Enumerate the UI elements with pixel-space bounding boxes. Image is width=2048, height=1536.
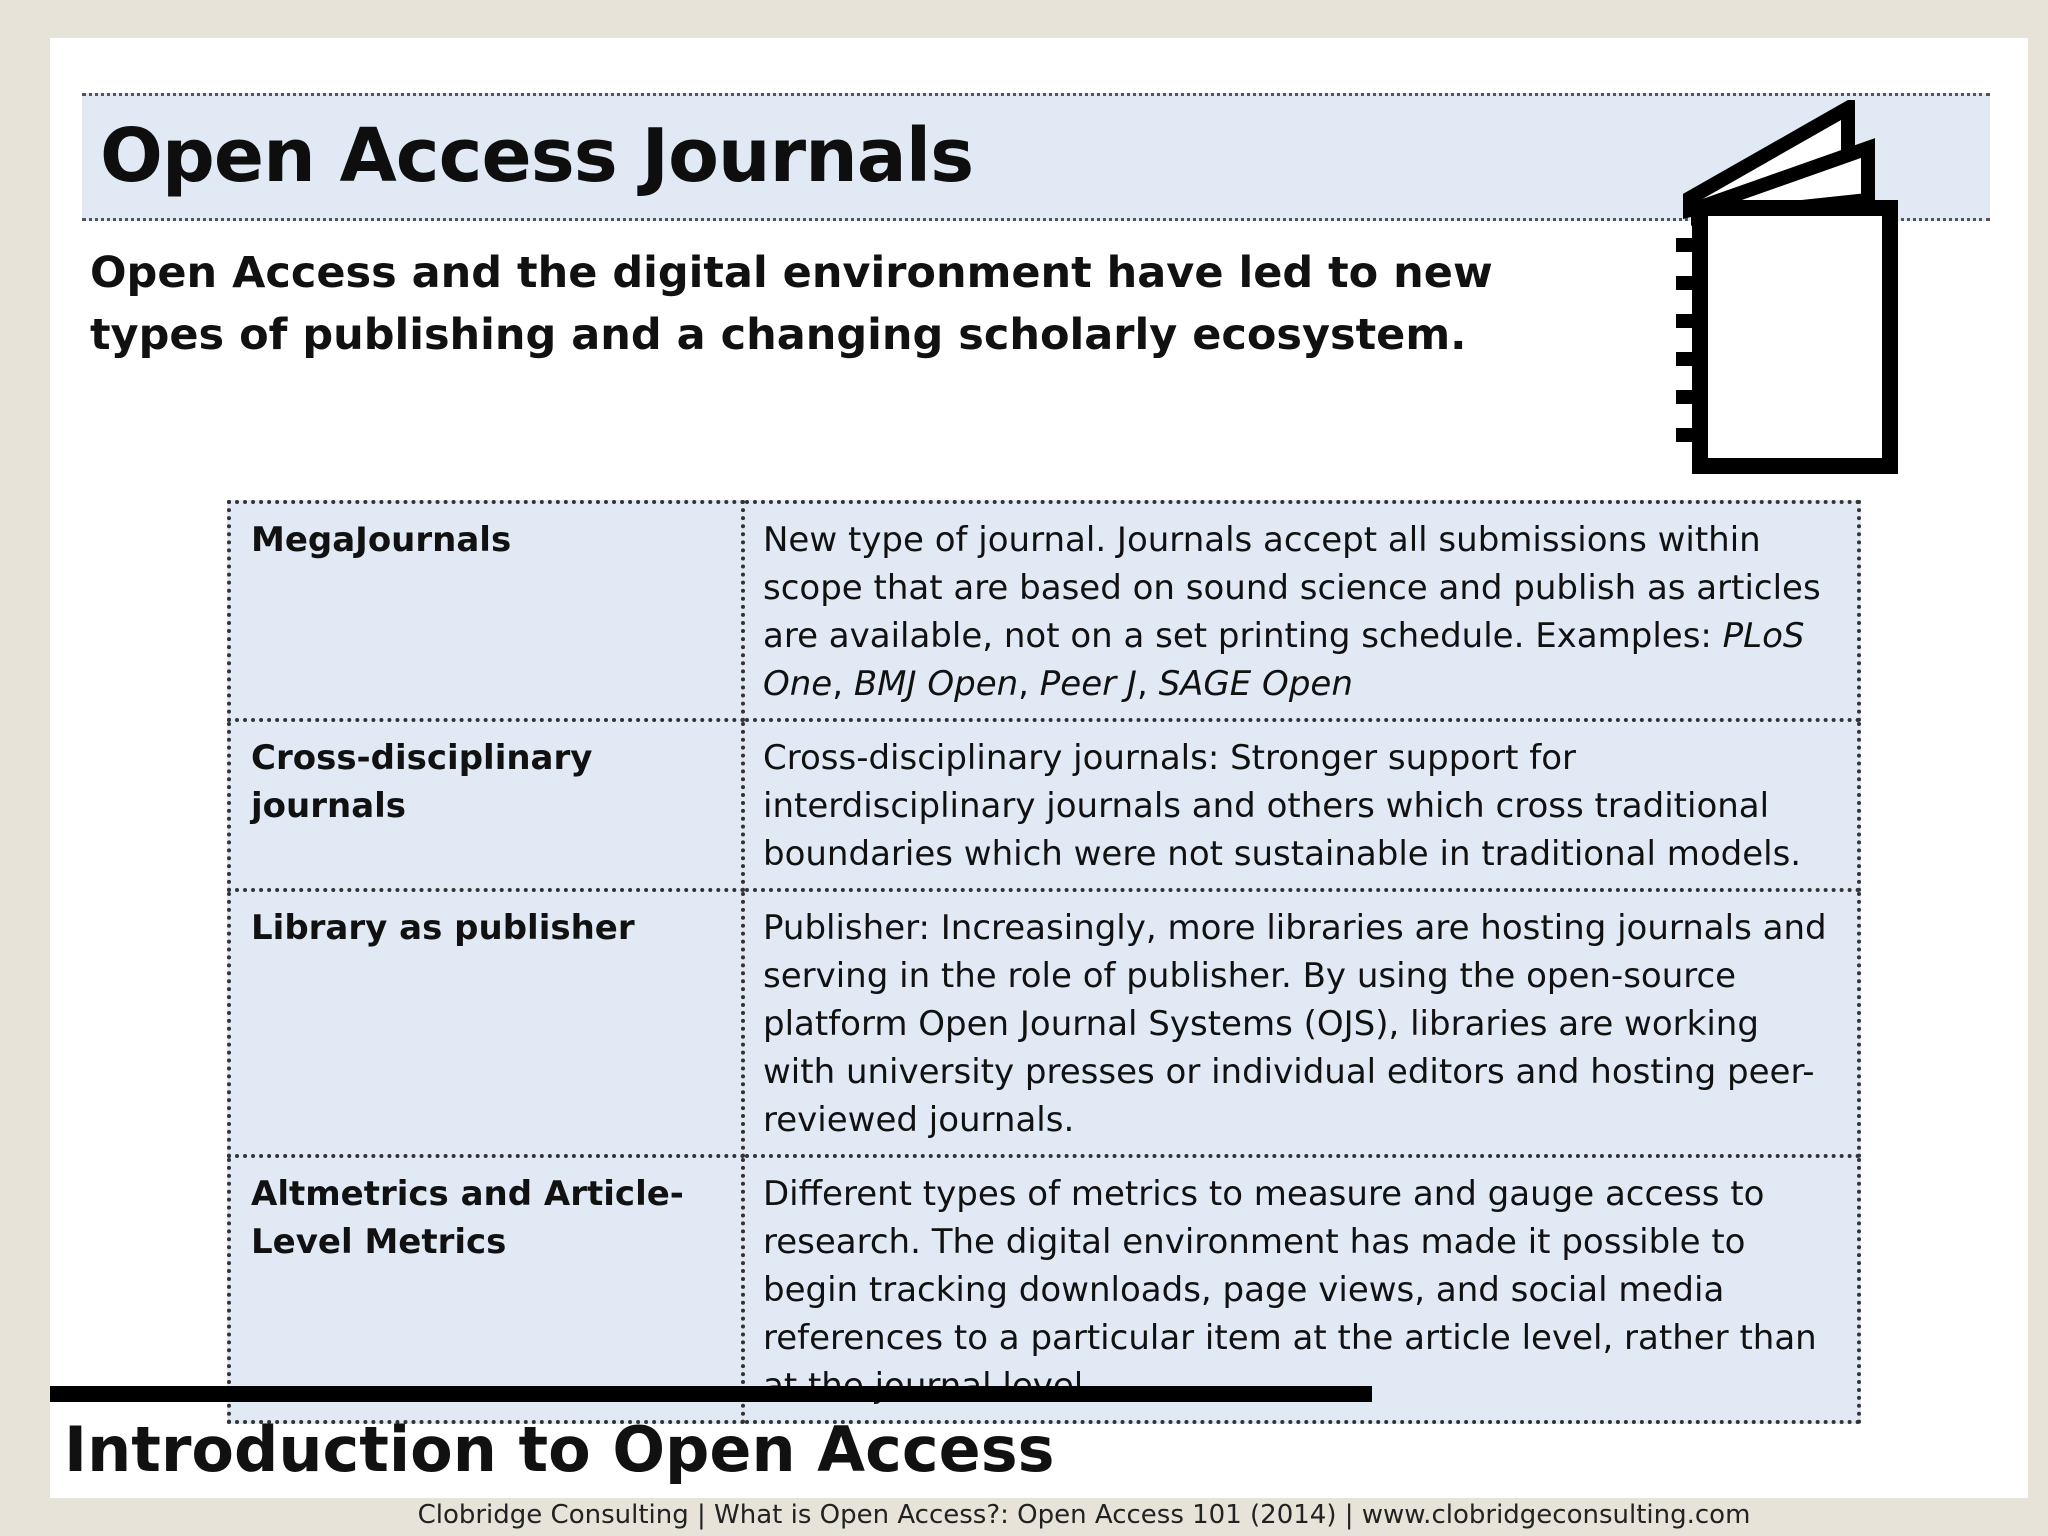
table-term-cell: Altmetrics and Article-Level Metrics <box>229 1156 743 1422</box>
credit-line <box>0 1497 2048 1533</box>
table-description-cell <box>743 1156 1859 1422</box>
example-journal-name: Peer J <box>1039 664 1137 704</box>
description-text: Cross-disciplinary journals: Stronger support for interdisciplinary journals and others which cross traditional boundaries which were not sustainable in traditional models. <box>763 738 1802 874</box>
description-text: , <box>1136 664 1159 704</box>
description-text: , <box>832 664 854 704</box>
description-text: Publisher: Increasingly, more libraries are hosting journals and serving in the role of publisher. By using the open-source platform Open Journal Systems (OJS), libraries are working with university presses or individual editors and hosting peer-reviewed journals. <box>763 908 1827 1140</box>
footer-title: Introduction to Open Access <box>64 1413 1055 1486</box>
binding-tab <box>1676 428 1702 442</box>
table-description-cell <box>743 890 1859 1156</box>
book-cover <box>1700 208 1890 466</box>
page-title: Open Access Journals <box>100 113 974 199</box>
journal-types-table <box>227 500 1861 1424</box>
example-journal-name: PLoS One <box>763 616 1805 704</box>
table-term-cell: MegaJournals <box>229 502 743 720</box>
table-term-cell: Cross-disciplinary journals <box>229 720 743 890</box>
table-row <box>229 720 1859 890</box>
book-icon <box>1668 100 1908 480</box>
table-description-cell <box>743 720 1859 890</box>
example-journal-name: BMJ Open <box>853 664 1019 704</box>
binding-tab <box>1676 314 1702 328</box>
description-text: , <box>1018 664 1040 704</box>
example-journal-name: SAGE Open <box>1158 664 1353 704</box>
description-text: Different types of metrics to measure and gauge access to research. The digital environment has made it possible to begin tracking downloads, page views, and social media references to a particular item at the article level, rather than <box>763 1174 1817 1358</box>
credit-text: Clobridge Consulting | What is Open Access?: Open Access 101 (2014) | www.clobridgeconsulting.com <box>417 1500 1751 1530</box>
binding-tab <box>1676 276 1702 290</box>
binding-tab <box>1676 352 1702 366</box>
binding-tab <box>1676 238 1702 252</box>
description-text: New type of journal. Journals accept all submissions within scope that are based on sound science and publish as articles are available, not on a set printing schedule. Examples: <box>763 520 1821 656</box>
binding-tab <box>1676 390 1702 404</box>
footer-divider <box>50 1386 1372 1402</box>
table-row <box>229 1156 1859 1422</box>
table-row <box>229 502 1859 720</box>
table-row <box>229 890 1859 1156</box>
table-description-cell <box>743 502 1859 720</box>
slide-subtitle: Open Access and the digital environment have led to new types of publishing and a changing scholarly ecosystem. <box>90 248 1493 360</box>
table-term-cell: Library as publisher <box>229 890 743 1156</box>
